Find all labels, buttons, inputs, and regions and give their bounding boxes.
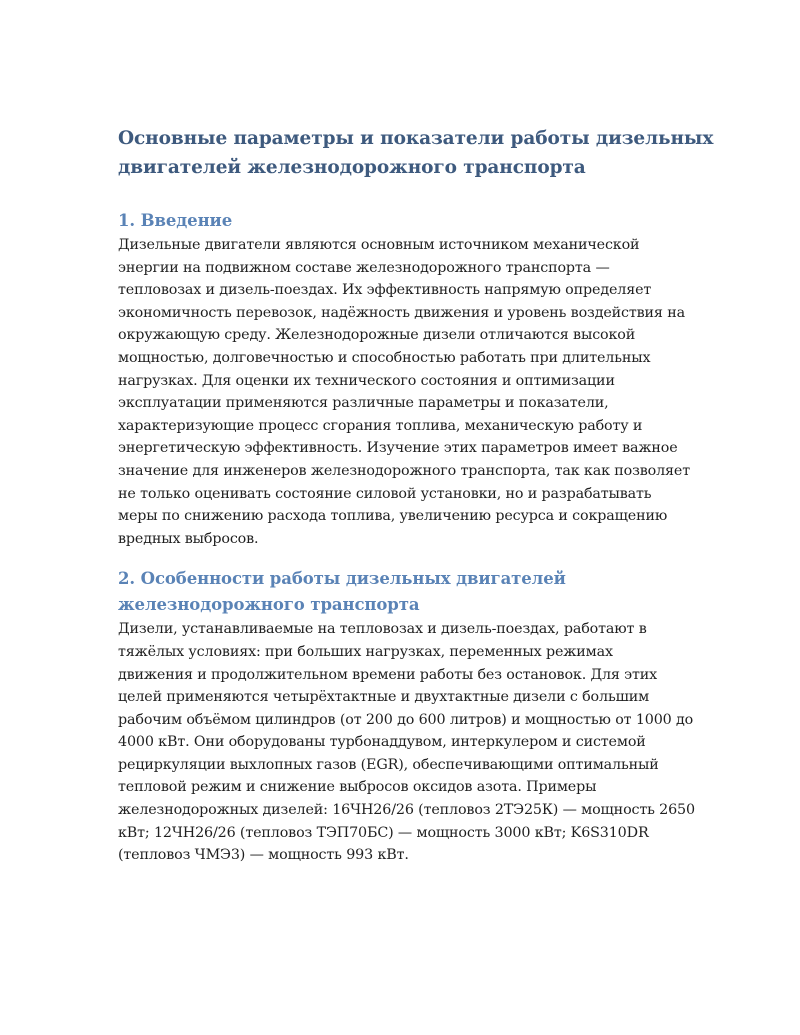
title-line: Основные параметры и показатели работы дизельных bbox=[118, 128, 714, 149]
paragraph-line: железнодорожных дизелей: 16ЧН26/26 (тепловоз 2ТЭ25К) — мощность 2650 bbox=[118, 802, 695, 819]
paragraph-line: 4000 кВт. Они оборудованы турбонаддувом, интеркулером и системой bbox=[118, 734, 646, 751]
paragraph-line: Дизельные двигатели являются основным источником механической bbox=[118, 237, 640, 253]
paragraph-line: тепловой режим и снижение выбросов оксидов азота. Примеры bbox=[118, 779, 597, 796]
paragraph-diesel-features bbox=[118, 618, 695, 867]
paragraph-line: рециркуляции выхлопных газов (EGR), обеспечивающими оптимальный bbox=[118, 756, 659, 773]
paragraph-line: нагрузках. Для оценки их технического состояния и оптимизации bbox=[118, 372, 615, 389]
paragraph-line: не только оценивать состояние силовой установки, но и разрабатывать bbox=[118, 485, 652, 502]
paragraph-line: энергии на подвижном составе железнодорожного транспорта — bbox=[118, 259, 610, 276]
paragraph-line: движения и продолжительном времени работы без остановок. Для этих bbox=[118, 666, 658, 683]
paragraph-line: Дизели, устанавливаемые на тепловозах и дизель-поездах, работают в bbox=[118, 621, 647, 638]
paragraph-line: (тепловоз ЧМЭ3) — мощность 993 кВт. bbox=[118, 847, 409, 864]
paragraph-line: тепловозах и дизель-поездах. Их эффективность напрямую определяет bbox=[118, 282, 652, 299]
section-heading-introduction bbox=[118, 208, 684, 234]
paragraph-line: эксплуатации применяются различные параметры и показатели, bbox=[118, 395, 609, 412]
document-title bbox=[118, 124, 714, 182]
document-page bbox=[118, 124, 714, 867]
heading-line: 2. Особенности работы дизельных двигателей bbox=[118, 569, 566, 589]
heading-line: 1. Введение bbox=[118, 211, 233, 230]
paragraph-introduction bbox=[118, 234, 690, 550]
paragraph-line: энергетическую эффективность. Изучение этих параметров имеет важное bbox=[118, 440, 678, 457]
paragraph-line: целей применяются четырёхтактные и двухтактные дизели с большим bbox=[118, 689, 650, 706]
section-heading-diesel-features bbox=[118, 566, 684, 618]
paragraph-line: мощностью, долговечностью и способностью работать при длительных bbox=[118, 349, 651, 366]
heading-line: железнодорожного транспорта bbox=[118, 595, 420, 615]
paragraph-line: вредных выбросов. bbox=[118, 530, 259, 547]
paragraph-line: окружающую среду. Железнодорожные дизели отличаются высокой bbox=[118, 327, 636, 344]
paragraph-line: кВт; 12ЧН26/26 (тепловоз ТЭП70БС) — мощность 3000 кВт; K6S310DR bbox=[118, 824, 649, 841]
paragraph-line: рабочим объёмом цилиндров (от 200 до 600 литров) и мощностью от 1000 до bbox=[118, 711, 694, 728]
paragraph-line: экономичность перевозок, надёжность движения и уровень воздействия на bbox=[118, 304, 685, 321]
paragraph-line: характеризующие процесс сгорания топлива, механическую работу и bbox=[118, 417, 643, 434]
paragraph-line: тяжёлых условиях: при больших нагрузках, переменных режимах bbox=[118, 643, 613, 660]
title-line: двигателей железнодорожного транспорта bbox=[118, 157, 586, 178]
paragraph-line: меры по снижению расхода топлива, увеличению ресурса и сокращению bbox=[118, 508, 668, 525]
paragraph-line: значение для инженеров железнодорожного транспорта, так как позволяет bbox=[118, 462, 690, 479]
